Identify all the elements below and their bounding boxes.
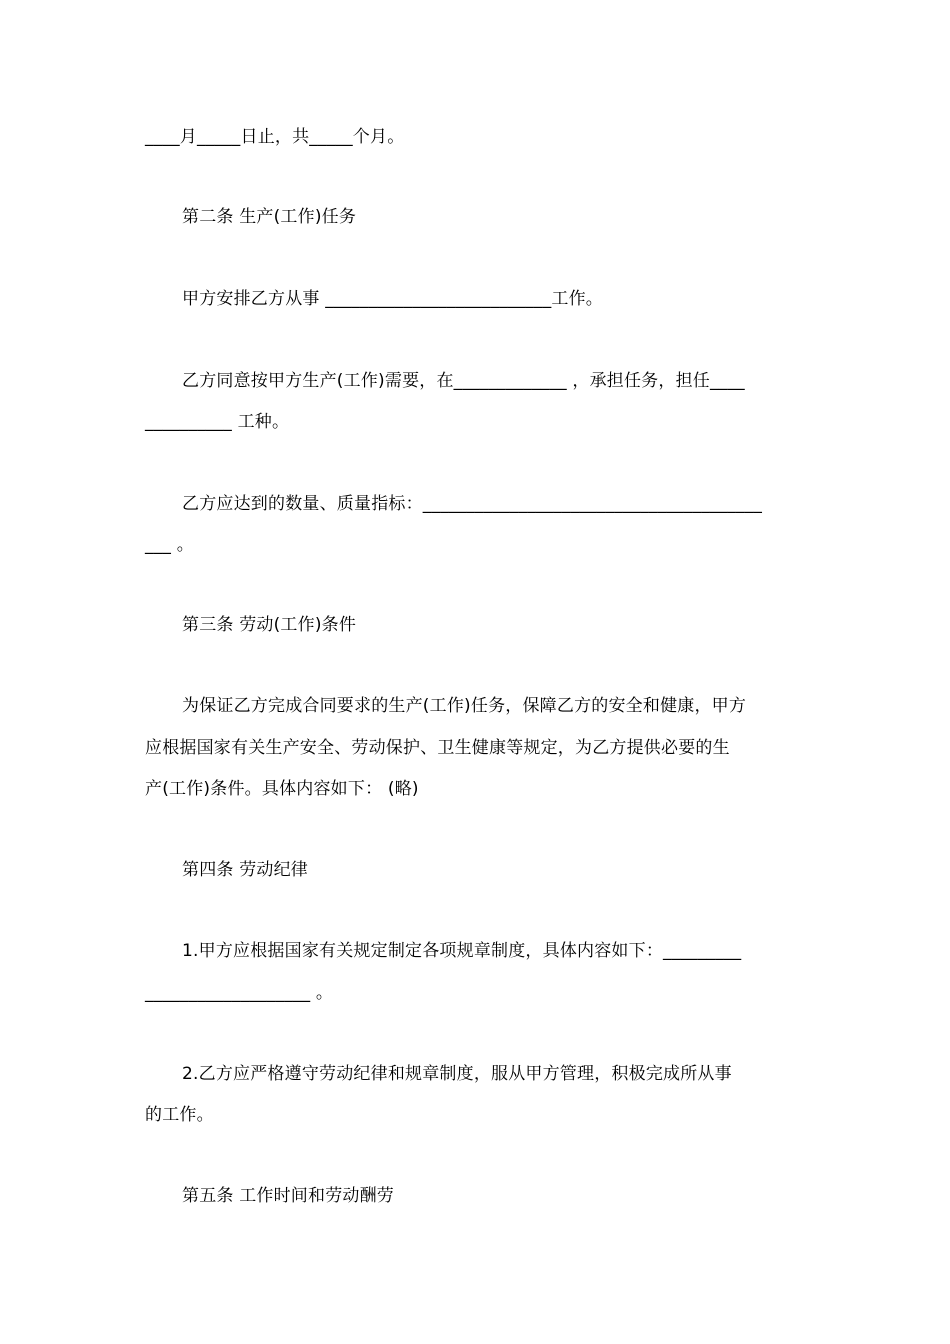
article-3-heading: 第三条 劳动(工作)条件 bbox=[182, 615, 357, 635]
contract-term-line: ____月_____日止，共_____个月。 bbox=[145, 127, 405, 147]
article-2-paragraph-2-line-1: 乙方同意按甲方生产(工作)需要，在_____________ ，承担任务，担任____ bbox=[182, 371, 745, 391]
article-2-paragraph-1: 甲方安排乙方从事 __________________________工作。 bbox=[182, 289, 604, 309]
article-4-item-1-line-2: ___________________ 。 bbox=[145, 983, 334, 1003]
article-2-paragraph-2-line-2: __________ 工种。 bbox=[145, 412, 290, 432]
article-3-paragraph-line-1: 为保证乙方完成合同要求的生产(工作)任务，保障乙方的安全和健康，甲方 bbox=[182, 696, 747, 716]
article-3-paragraph-line-2: 应根据国家有关生产安全、劳动保护、卫生健康等规定，为乙方提供必要的生 bbox=[145, 738, 730, 758]
article-4-item-2-line-2: 的工作。 bbox=[145, 1105, 214, 1125]
article-5-heading: 第五条 工作时间和劳动酬劳 bbox=[182, 1186, 395, 1206]
article-2-heading: 第二条 生产(工作)任务 bbox=[182, 207, 357, 227]
article-4-item-2-line-1: 2.乙方应严格遵守劳动纪律和规章制度，服从甲方管理，积极完成所从事 bbox=[182, 1064, 732, 1084]
article-4-heading: 第四条 劳动纪律 bbox=[182, 860, 309, 880]
article-2-paragraph-3-line-1: 乙方应达到的数量、质量指标：_______________________________________ bbox=[182, 494, 763, 514]
article-2-paragraph-3-line-2: ___ 。 bbox=[145, 535, 194, 555]
article-4-item-1-line-1: 1.甲方应根据国家有关规定制定各项规章制度，具体内容如下：_________ bbox=[182, 941, 742, 961]
article-3-paragraph-line-3: 产(工作)条件。具体内容如下： (略) bbox=[145, 779, 419, 799]
